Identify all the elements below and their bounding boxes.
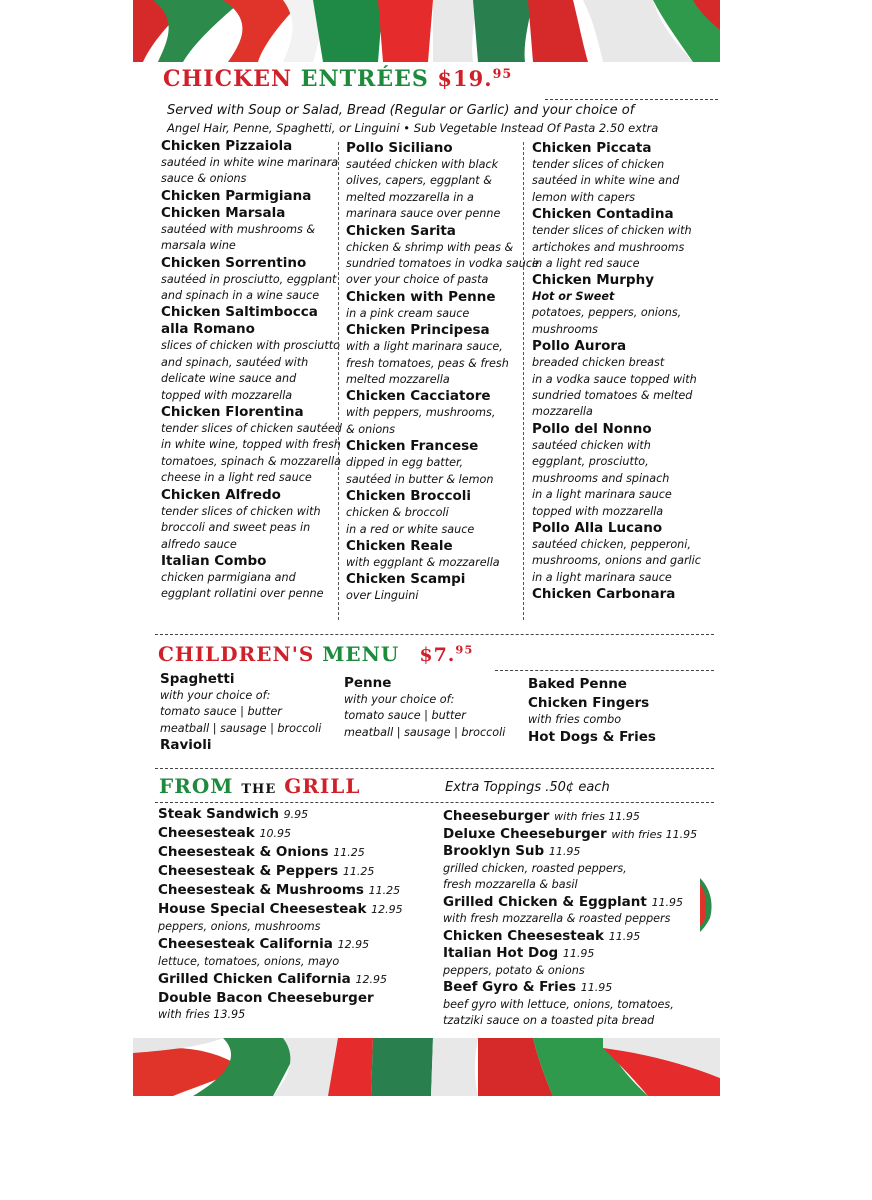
menu-item-name bbox=[158, 805, 428, 824]
menu-item-name bbox=[161, 321, 337, 338]
menu-item bbox=[443, 928, 718, 946]
menu-item-title: Chicken Sarita bbox=[346, 222, 456, 239]
entrees-column-1 bbox=[161, 138, 342, 603]
menu-item-title: Ravioli bbox=[160, 737, 212, 754]
menu-item-title: Beef Gyro & Fries bbox=[443, 979, 576, 995]
childrens-column-1 bbox=[160, 671, 336, 754]
divider-line bbox=[545, 99, 718, 100]
menu-item-name bbox=[443, 808, 718, 826]
menu-item-price: 11.25 bbox=[368, 884, 401, 897]
menu-item-title: Pollo Alla Lucano bbox=[532, 519, 663, 536]
menu-item-description: tzatziki sauce on a toasted pita bread bbox=[443, 1014, 655, 1027]
menu-item-title: Chicken Reale bbox=[346, 537, 453, 554]
menu-item bbox=[161, 321, 340, 404]
childrens-price bbox=[419, 644, 473, 666]
menu-item bbox=[158, 824, 428, 843]
menu-item-price: 10.95 bbox=[259, 827, 291, 840]
menu-item-price: 9.95 bbox=[283, 808, 309, 821]
menu-item-name bbox=[443, 843, 718, 861]
menu-item-description: delicate wine sauce and bbox=[161, 372, 297, 386]
menu-item-title: Spaghetti bbox=[160, 671, 235, 687]
menu-item-name bbox=[346, 223, 526, 240]
title-word-from: FROM bbox=[159, 774, 234, 798]
menu-item bbox=[161, 205, 337, 255]
menu-item bbox=[346, 289, 526, 322]
menu-item-name bbox=[158, 862, 428, 881]
menu-item-description: in a vodka sauce topped with bbox=[532, 372, 697, 386]
menu-item-price: 12.95 bbox=[371, 903, 403, 916]
menu-item-name bbox=[158, 900, 428, 919]
menu-item-description: peppers, onions, mushrooms bbox=[158, 920, 321, 933]
menu-item-description: grilled chicken, roasted peppers, bbox=[443, 861, 627, 875]
menu-item-name bbox=[161, 188, 337, 205]
entrees-column-2 bbox=[346, 140, 539, 605]
menu-item-name bbox=[443, 979, 718, 997]
menu-item bbox=[346, 488, 526, 538]
menu-item-description: tomatoes, spinach & mozzarella bbox=[161, 454, 341, 468]
menu-item-description: sautéed chicken with black bbox=[346, 158, 499, 171]
title-word-grill: GRILL bbox=[284, 774, 361, 798]
childrens-menu-title bbox=[158, 642, 473, 666]
menu-item-title: Chicken Cacciatore bbox=[346, 388, 491, 405]
menu-item bbox=[158, 805, 428, 824]
menu-item-title: Chicken Cheesesteak bbox=[443, 927, 604, 944]
menu-item-description: mushrooms and spinach bbox=[532, 471, 670, 485]
menu-item bbox=[158, 970, 428, 989]
menu-item-description: with your choice of: bbox=[344, 693, 455, 706]
title-word-childrens: CHILDREN'S bbox=[158, 642, 315, 666]
menu-item-description: slices of chicken with prosciutto bbox=[161, 339, 340, 353]
menu-item-name bbox=[443, 826, 718, 844]
menu-item-description: topped with mozzarella bbox=[161, 388, 293, 402]
menu-item-price: with fries 11.95 bbox=[554, 810, 640, 823]
menu-item-name bbox=[443, 894, 718, 912]
menu-item-title: Italian Combo bbox=[161, 552, 267, 569]
menu-item-description: beef gyro with lettuce, onions, tomatoes, bbox=[443, 997, 674, 1011]
menu-item-name bbox=[532, 520, 712, 537]
menu-item-title: Chicken Saltimbocca bbox=[161, 304, 318, 321]
menu-item-description: in a light marinara sauce bbox=[532, 570, 672, 584]
menu-item bbox=[528, 728, 708, 747]
menu-item-price: 11.95 bbox=[548, 845, 581, 858]
menu-item-name bbox=[161, 205, 337, 222]
menu-item-title: Chicken Murphy bbox=[532, 272, 655, 289]
menu-item bbox=[161, 188, 337, 205]
menu-item bbox=[532, 421, 712, 520]
menu-item-title: Chicken Florentina bbox=[161, 404, 304, 421]
menu-item bbox=[346, 140, 526, 223]
entrees-intro-line2: Angel Hair, Penne, Spaghetti, or Linguini • Sub Vegetable Instead Of Pasta 2.50 extra bbox=[167, 121, 659, 135]
menu-item-title: Pollo Siciliano bbox=[346, 140, 453, 156]
menu-item-description: meatball | sausage | broccoli bbox=[160, 721, 322, 735]
menu-item bbox=[160, 671, 336, 737]
menu-item-name bbox=[346, 140, 526, 157]
menu-item bbox=[161, 304, 337, 321]
menu-item-name bbox=[161, 487, 337, 504]
menu-item-name bbox=[158, 970, 428, 989]
menu-item-name bbox=[346, 289, 526, 306]
menu-item bbox=[532, 520, 712, 586]
menu-item-title: Cheesesteak bbox=[158, 825, 255, 841]
menu-item-name bbox=[160, 737, 336, 754]
side-decorative-mark bbox=[700, 878, 716, 932]
menu-item-name bbox=[161, 255, 337, 272]
menu-item-name bbox=[443, 928, 718, 946]
menu-item-name bbox=[158, 935, 428, 954]
menu-item-title: Chicken Francese bbox=[346, 438, 479, 455]
menu-item-description: tomato sauce | butter bbox=[160, 705, 282, 719]
menu-item-title: alla Romano bbox=[161, 321, 255, 338]
menu-item-name bbox=[161, 553, 337, 570]
menu-item-title: Cheesesteak California bbox=[158, 936, 333, 952]
menu-item-title: Pollo del Nonno bbox=[532, 420, 652, 437]
menu-item-option: Hot or Sweet bbox=[532, 290, 615, 304]
menu-item-description: mozzarella bbox=[532, 405, 593, 419]
menu-item-title: Chicken Alfredo bbox=[161, 486, 281, 503]
menu-item-description: eggplant, prosciutto, bbox=[532, 455, 649, 469]
menu-item-name bbox=[443, 945, 718, 963]
menu-item-name bbox=[346, 388, 526, 405]
menu-item bbox=[346, 388, 526, 438]
menu-item bbox=[532, 140, 712, 206]
menu-item-description: lemon with capers bbox=[532, 190, 636, 204]
entrees-price-cents: 95 bbox=[492, 66, 513, 81]
title-word-the: THE bbox=[241, 782, 277, 797]
menu-item-description: in white wine, topped with fresh bbox=[161, 438, 341, 452]
menu-item bbox=[161, 404, 342, 487]
menu-item-description: over your choice of pasta bbox=[346, 273, 489, 287]
title-word-entrees: ENTRÉES bbox=[300, 66, 429, 92]
menu-item-price: 11.95 bbox=[651, 895, 684, 909]
menu-item-description: alfredo sauce bbox=[161, 537, 237, 551]
menu-item-description: with fries combo bbox=[528, 713, 622, 726]
menu-item bbox=[158, 881, 428, 900]
grill-title bbox=[159, 774, 360, 798]
menu-item-name bbox=[346, 322, 526, 339]
menu-item-description: with your choice of: bbox=[160, 689, 271, 702]
menu-item bbox=[528, 675, 708, 694]
menu-item-description: chicken & shrimp with peas & bbox=[346, 240, 514, 254]
menu-item-description: mushrooms bbox=[532, 322, 598, 336]
menu-item-title: Cheesesteak & Mushrooms bbox=[158, 882, 364, 898]
menu-item-name bbox=[532, 272, 712, 289]
menu-item-title: Chicken Fingers bbox=[528, 694, 650, 711]
menu-item-title: Pollo Aurora bbox=[532, 338, 627, 355]
menu-item-description: tender slices of chicken with bbox=[532, 224, 692, 238]
menu-item-name bbox=[528, 675, 708, 694]
menu-item-title: Chicken Piccata bbox=[532, 140, 652, 156]
menu-item-price: 11.95 bbox=[608, 929, 641, 943]
menu-item bbox=[443, 945, 718, 979]
column-divider bbox=[338, 142, 339, 620]
menu-item bbox=[346, 571, 526, 604]
menu-item-description: sautéed with mushrooms & bbox=[161, 222, 316, 236]
menu-item bbox=[443, 826, 718, 844]
menu-item bbox=[161, 255, 337, 305]
menu-item bbox=[158, 900, 428, 935]
menu-item-description: sautéed chicken with bbox=[532, 438, 651, 452]
menu-item bbox=[161, 487, 337, 553]
menu-item bbox=[158, 862, 428, 881]
title-word-menu: MENU bbox=[322, 642, 400, 666]
menu-item-description: artichokes and mushrooms bbox=[532, 240, 685, 254]
menu-page bbox=[133, 0, 720, 1096]
menu-item-description: cheese in a light red sauce bbox=[161, 471, 312, 485]
menu-item-name bbox=[158, 843, 428, 862]
menu-item bbox=[443, 808, 718, 826]
grill-column-1 bbox=[158, 805, 428, 1023]
menu-item-description: meatball | sausage | broccoli bbox=[344, 725, 506, 739]
menu-item-name bbox=[532, 338, 712, 355]
menu-item-description: breaded chicken breast bbox=[532, 356, 665, 370]
menu-item bbox=[161, 138, 337, 188]
divider-line bbox=[155, 768, 714, 769]
menu-item-title: Penne bbox=[344, 675, 392, 691]
entrees-intro-line1: Served with Soup or Salad, Bread (Regular or Garlic) and your choice of bbox=[167, 103, 635, 118]
menu-item-name bbox=[344, 675, 524, 692]
childrens-price-main: $7. bbox=[419, 644, 456, 666]
menu-item-description: tomato sauce | butter bbox=[344, 709, 466, 723]
menu-item-title: Chicken Carbonara bbox=[532, 586, 676, 603]
menu-item-description: melted mozzarella bbox=[346, 373, 450, 387]
menu-item-title: Italian Hot Dog bbox=[443, 945, 559, 961]
menu-item-name bbox=[528, 694, 708, 713]
menu-item-price: 11.95 bbox=[562, 947, 595, 960]
menu-item bbox=[532, 206, 712, 272]
menu-item-description: sautéed in butter & lemon bbox=[346, 472, 494, 486]
menu-item-price: 11.95 bbox=[580, 981, 613, 994]
entrees-price bbox=[437, 66, 512, 91]
menu-item-title: Chicken Parmigiana bbox=[161, 187, 312, 204]
menu-item-description: in a red or white sauce bbox=[346, 522, 475, 536]
menu-item-description: with a light marinara sauce, bbox=[346, 340, 503, 354]
menu-item-name bbox=[532, 140, 712, 157]
menu-item-title: Grilled Chicken California bbox=[158, 971, 351, 987]
menu-item-title: Hot Dogs & Fries bbox=[528, 729, 656, 745]
menu-item-description: tender slices of chicken bbox=[532, 158, 665, 171]
menu-item-description: marinara sauce over penne bbox=[346, 207, 501, 221]
menu-item-description: over Linguini bbox=[346, 589, 419, 603]
menu-item-description: sauce & onions bbox=[161, 172, 247, 186]
menu-item bbox=[532, 338, 712, 421]
menu-item-title: Chicken Broccoli bbox=[346, 488, 471, 505]
menu-item bbox=[346, 322, 526, 388]
menu-item-title: Chicken Sorrentino bbox=[161, 254, 307, 271]
menu-item-title: Double Bacon Cheeseburger bbox=[158, 990, 374, 1006]
divider-line bbox=[155, 634, 714, 635]
menu-item-description: eggplant rollatini over penne bbox=[161, 587, 324, 601]
menu-item-description: broccoli and sweet peas in bbox=[161, 521, 311, 535]
top-decorative-band bbox=[133, 0, 720, 62]
menu-item-price: 11.25 bbox=[342, 865, 375, 878]
menu-item-price: with fries 11.95 bbox=[611, 827, 698, 841]
menu-item-name bbox=[158, 824, 428, 843]
menu-item-description: tender slices of chicken with bbox=[161, 504, 321, 518]
menu-item-description: potatoes, peppers, onions, bbox=[532, 306, 682, 320]
menu-item bbox=[161, 553, 337, 603]
menu-item-description: in a light marinara sauce bbox=[532, 488, 672, 502]
menu-item-name bbox=[158, 989, 428, 1007]
menu-item-name bbox=[160, 671, 336, 688]
menu-item-title: Chicken Marsala bbox=[161, 204, 286, 221]
menu-item-price: 11.25 bbox=[333, 846, 365, 859]
divider-line bbox=[495, 670, 714, 671]
menu-item-name bbox=[161, 404, 337, 421]
menu-item bbox=[443, 843, 718, 894]
menu-item-description: topped with mozzarella bbox=[532, 504, 664, 518]
menu-item-description: in a light red sauce bbox=[532, 257, 640, 271]
menu-item-description: sundried tomatoes in vodka sauce bbox=[346, 257, 539, 271]
menu-item-title: Cheeseburger bbox=[443, 808, 550, 824]
menu-item-title: House Special Cheesesteak bbox=[158, 901, 367, 917]
menu-item-name bbox=[532, 421, 712, 438]
menu-item-description: melted mozzarella in a bbox=[346, 190, 474, 204]
menu-item-title: Chicken Principesa bbox=[346, 322, 490, 339]
menu-item bbox=[346, 222, 539, 289]
menu-item-description: with fresh mozzarella & roasted peppers bbox=[443, 912, 671, 925]
menu-item-price: 12.95 bbox=[355, 973, 387, 986]
menu-item-title: Steak Sandwich bbox=[158, 806, 279, 822]
menu-item bbox=[346, 538, 526, 571]
menu-item-title: Cheesesteak & Onions bbox=[158, 844, 329, 860]
entrees-column-3 bbox=[532, 140, 712, 603]
menu-item bbox=[532, 586, 712, 603]
menu-item bbox=[158, 935, 428, 970]
menu-item-description: lettuce, tomatoes, onions, mayo bbox=[158, 955, 340, 968]
menu-item-description: with eggplant & mozzarella bbox=[346, 555, 500, 569]
chicken-entrees-header bbox=[155, 64, 720, 104]
column-divider bbox=[523, 142, 524, 620]
menu-item-title: Chicken Pizzaiola bbox=[161, 138, 293, 154]
menu-item bbox=[344, 675, 524, 741]
menu-item-name bbox=[158, 881, 428, 900]
menu-item-description: with peppers, mushrooms, bbox=[346, 406, 496, 420]
bottom-decorative-band bbox=[133, 1038, 720, 1096]
menu-item bbox=[528, 694, 708, 729]
menu-item-description: fresh tomatoes, peas & fresh bbox=[346, 356, 509, 370]
menu-item bbox=[443, 894, 718, 928]
menu-item-name bbox=[161, 138, 337, 155]
menu-item-description: peppers, potato & onions bbox=[443, 963, 585, 977]
menu-item-description: & onions bbox=[346, 422, 396, 436]
menu-item-description: in a pink cream sauce bbox=[346, 306, 470, 320]
menu-item-title: Deluxe Cheeseburger bbox=[443, 825, 607, 842]
menu-item-description: and spinach, sautéed with bbox=[161, 355, 309, 369]
menu-item-name bbox=[161, 304, 337, 321]
extra-toppings-note: Extra Toppings .50¢ each bbox=[445, 780, 610, 795]
childrens-column-3 bbox=[528, 675, 708, 747]
menu-item-name bbox=[528, 728, 708, 747]
menu-item-name bbox=[532, 206, 712, 223]
childrens-column-2 bbox=[344, 675, 524, 741]
menu-item-description: chicken & broccoli bbox=[346, 506, 449, 520]
menu-item bbox=[160, 737, 336, 754]
menu-item-description: sautéed in white wine marinara bbox=[161, 156, 339, 169]
menu-item-description: marsala wine bbox=[161, 239, 236, 253]
childrens-menu-header bbox=[155, 642, 720, 672]
grill-column-2 bbox=[443, 808, 718, 1030]
menu-item bbox=[346, 438, 526, 488]
divider-line bbox=[155, 802, 714, 803]
menu-item-title: Brooklyn Sub bbox=[443, 843, 545, 859]
menu-item-description: sautéed chicken, pepperoni, bbox=[532, 537, 691, 551]
menu-item-title: Grilled Chicken & Eggplant bbox=[443, 893, 647, 910]
menu-item-title: Chicken Contadina bbox=[532, 206, 674, 223]
grill-header bbox=[155, 774, 720, 804]
menu-item-title: Chicken with Penne bbox=[346, 288, 496, 305]
menu-item-title: Cheesesteak & Peppers bbox=[158, 863, 339, 879]
menu-item-name bbox=[346, 571, 526, 588]
menu-item-description: tender slices of chicken sautéed bbox=[161, 422, 342, 436]
menu-item-description: dipped in egg batter, bbox=[346, 456, 464, 470]
menu-item-name bbox=[346, 438, 526, 455]
menu-item bbox=[158, 989, 428, 1023]
menu-item-description: sautéed in prosciutto, eggplant bbox=[161, 272, 337, 286]
menu-item-description: chicken parmigiana and bbox=[161, 570, 296, 584]
menu-item-description: mushrooms, onions and garlic bbox=[532, 554, 701, 568]
title-word-chicken: CHICKEN bbox=[163, 66, 293, 92]
menu-item-description: with fries 13.95 bbox=[158, 1008, 246, 1021]
childrens-price-cents: 95 bbox=[455, 642, 474, 657]
menu-item bbox=[158, 843, 428, 862]
menu-item bbox=[532, 272, 712, 338]
menu-item-title: Chicken Scampi bbox=[346, 571, 466, 588]
menu-item-description: fresh mozzarella & basil bbox=[443, 878, 578, 891]
chicken-entrees-title bbox=[163, 66, 512, 92]
menu-item-description: and spinach in a wine sauce bbox=[161, 289, 320, 303]
menu-item bbox=[443, 979, 718, 1030]
menu-item-description: olives, capers, eggplant & bbox=[346, 174, 492, 188]
menu-item-title: Baked Penne bbox=[528, 676, 627, 692]
menu-item-description: sautéed in white wine and bbox=[532, 174, 680, 188]
menu-item-name bbox=[532, 586, 712, 603]
menu-item-price: 12.95 bbox=[337, 938, 370, 951]
menu-item-description: sundried tomatoes & melted bbox=[532, 389, 693, 403]
menu-item-name bbox=[346, 538, 526, 555]
entrees-price-main: $19. bbox=[437, 66, 493, 91]
menu-item-name bbox=[346, 488, 526, 505]
